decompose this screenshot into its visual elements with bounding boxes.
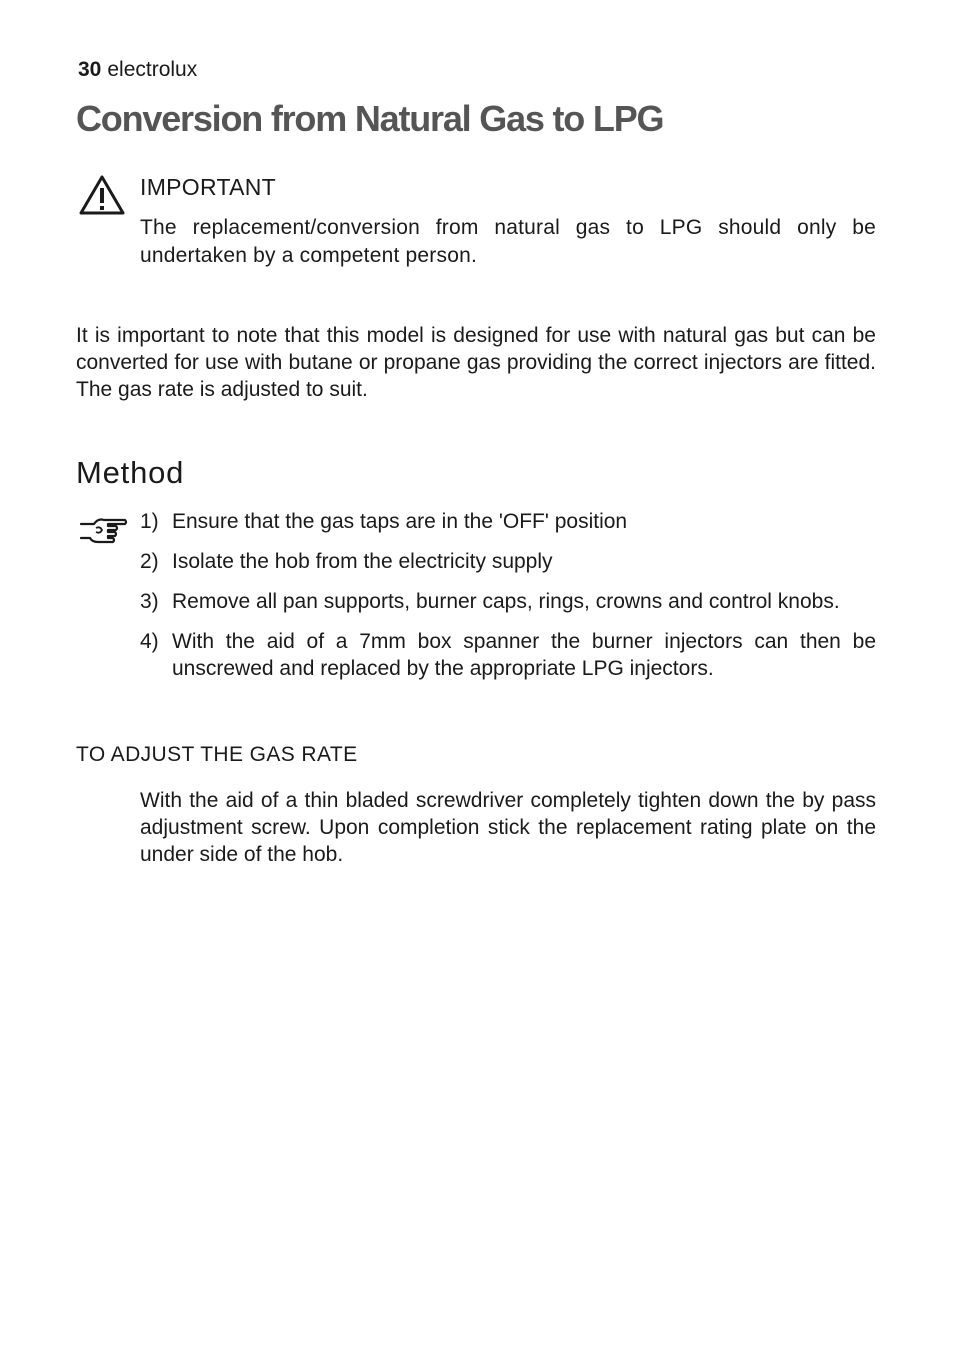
method-heading: Method — [76, 455, 185, 490]
step-number: 2) — [140, 550, 159, 573]
list-item — [140, 628, 876, 682]
list-item — [140, 548, 876, 575]
page-header — [78, 58, 197, 82]
warning-triangle-icon — [78, 174, 126, 216]
brand-name: electrolux — [107, 58, 198, 81]
page-number: 30 — [78, 58, 102, 81]
method-steps — [140, 508, 876, 695]
list-item — [140, 508, 876, 535]
important-text: The replacement/conversion from natural gas to LPG should only be undertaken by a competent person. — [140, 216, 876, 267]
important-label: IMPORTANT — [140, 174, 277, 200]
step-number: 3) — [140, 590, 159, 613]
step-text: Remove all pan supports, burner caps, rings, crowns and control knobs. — [172, 590, 840, 613]
pointing-hand-icon — [78, 514, 128, 548]
adjust-gas-rate-heading: TO ADJUST THE GAS RATE — [76, 743, 358, 766]
step-number: 4) — [140, 630, 159, 653]
step-text: With the aid of a 7mm box spanner the burner injectors can then be unscrewed and replaced by the appropriate LPG injectors. — [172, 630, 876, 680]
step-number: 1) — [140, 510, 159, 533]
page-title: Conversion from Natural Gas to LPG — [76, 98, 664, 139]
step-text: Ensure that the gas taps are in the 'OFF' position — [172, 510, 628, 533]
intro-paragraph: It is important to note that this model is designed for use with natural gas but can be converted for use with butane or propane gas providing the correct injectors are fitted. The gas rate is adjusted to suit. — [76, 324, 876, 401]
step-text: Isolate the hob from the electricity supply — [172, 550, 553, 573]
list-item — [140, 588, 876, 615]
adjust-gas-rate-text: With the aid of a thin bladed screwdriver completely tighten down the by pass adjustment screw. Upon completion stick the replacement rating plate on the under side of the hob. — [140, 789, 876, 866]
